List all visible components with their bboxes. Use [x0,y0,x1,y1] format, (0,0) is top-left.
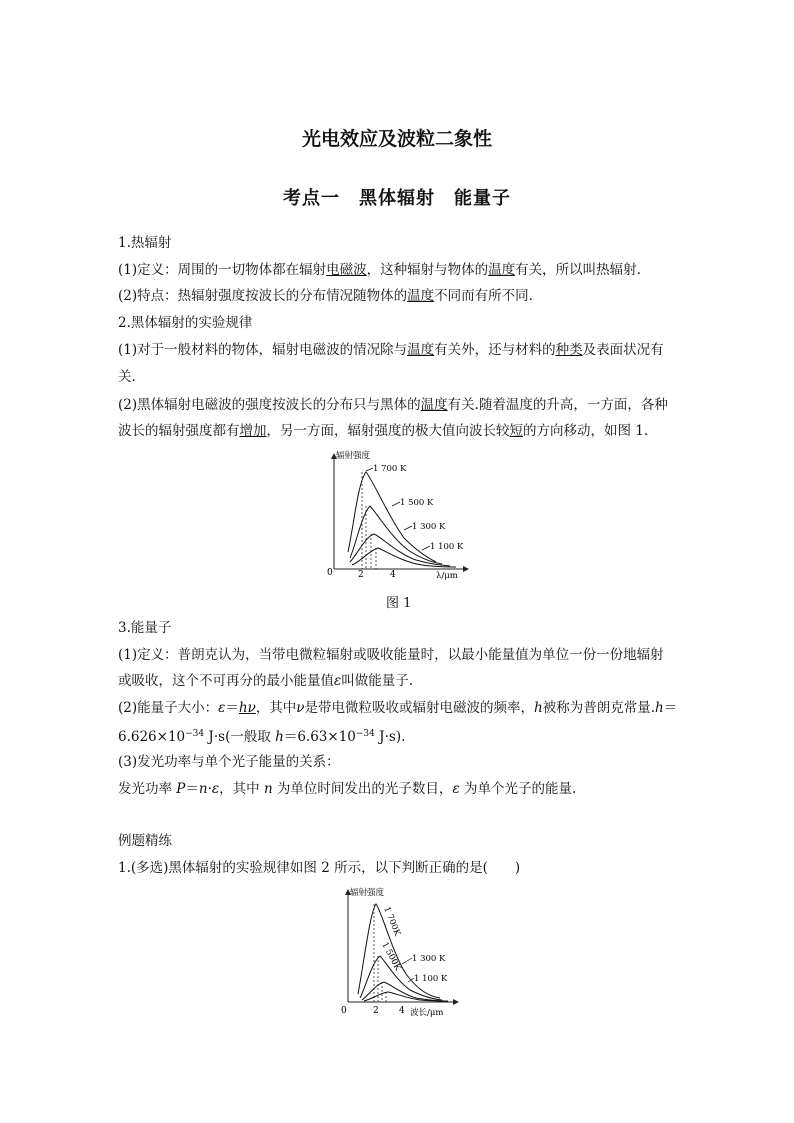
symbol: ν [296,700,305,716]
text: 叫做能量子. [341,673,414,689]
text: 的方向移动，如图 1. [523,423,649,439]
curve-label: 1 100 K [414,974,448,984]
text: (2)特点：热辐射强度按波长的分布情况随物体的 [118,288,408,304]
text: · [207,781,212,797]
symbol: ε [334,673,342,689]
text: 被称为普朗克常量. [542,700,655,716]
text: 不同而有所不同. [434,288,533,304]
text: J·s). [374,729,406,745]
text: (2)黑体辐射电磁波的强度按波长的分布只与黑体的 [118,397,421,413]
curve-label: 1 300 K [412,954,446,964]
question: 1.(多选)黑体辐射的实验规律如图 2 所示，以下判断正确的是( ) [118,860,521,876]
text: 波长的辐射强度都有 [118,423,240,439]
text: 是带电微粒吸收或辐射电磁波的频率， [304,700,534,716]
tick-label: 2 [373,1006,379,1016]
y-axis-label: 辐射强度 [350,888,385,898]
paragraph-line [118,287,533,305]
exponent: −34 [355,729,375,739]
symbol: n [198,781,208,797]
text: 及表面状况有 [582,342,664,358]
x-axis-label: 波长/μm [410,1008,444,1018]
paragraph-line [118,672,413,690]
tick-label: 2 [358,570,364,580]
curve-1700k [348,472,436,562]
section-heading: 3.能量子 [118,620,172,636]
y-axis-label: 辐射强度 [336,451,371,461]
paragraph-line [118,780,576,798]
label-leader [422,546,430,550]
text: ，其中 [219,781,264,797]
curve-label: 1 700K [381,905,402,938]
text: ＝ [225,700,239,716]
label-leader [392,502,400,506]
text: 有关外，还与材料的 [434,342,556,358]
symbol: ε [218,700,226,716]
exponent: −34 [185,729,205,739]
text: (2)能量子大小： [118,700,219,716]
text: 或吸收，这个不可再分的最小能量值 [118,673,334,689]
keyword: 短 [509,423,523,439]
section-heading: 2.黑体辐射的实验规律 [118,315,253,331]
text: ＝ [185,781,199,797]
keyword: 温度 [488,262,516,278]
symbol: h [275,729,284,745]
curve-label: 1 700 K [373,464,407,474]
figure-1 [318,444,478,584]
text: 为单位时间发出的光子数目， [272,781,453,797]
figure-2 [336,882,464,1020]
text: 为单个光子的能量. [459,781,577,797]
symbol: ε [211,781,220,797]
curve-label: 1 300 K [412,522,446,532]
section-heading: 1.热辐射 [118,235,172,251]
figure-caption: 图 1 [386,596,412,611]
paragraph-line [118,422,648,440]
formula: hν [238,700,256,716]
page-title: 光电效应及波粒二象性 [301,128,492,150]
label-leader [404,526,412,530]
text: 有关.随着温度的升高，一方面，各种 [447,397,668,413]
keyword: 种类 [555,342,583,358]
tick-label: 4 [390,570,396,580]
symbol: n [263,781,273,797]
text: ，另一方面，辐射强度的极大值向波长较 [266,423,510,439]
curve-label: 1 500 K [400,498,434,508]
page-subtitle: 考点一 黑体辐射 能量子 [283,188,511,209]
keyword: 增加 [239,423,267,439]
x-axis-label: λ/μm [436,571,458,581]
text: (1)对于一般材料的物体，辐射电磁波的情况除与 [118,342,408,358]
tick-label: 4 [399,1006,405,1016]
keyword: 电磁波 [326,262,367,278]
label-leader [402,958,412,964]
paragraph-line: (3)发光功率与单个光子能量的关系： [118,754,340,770]
keyword: 温度 [407,288,435,304]
paragraph-line: (1)定义：普朗克认为，当带电微粒辐射或吸收能量时，以最小能量值为单位一份一份地辐射 [118,647,664,663]
symbol: h [534,700,543,716]
paragraph-line [118,699,677,717]
paragraph-line [118,261,641,279]
text: ＝ [663,700,678,716]
text: 发光功率 [118,781,177,797]
text: 有关，所以叫热辐射. [515,262,641,278]
text: 6.626×10 [118,729,186,745]
text: J·s(一般取 [204,729,276,745]
paragraph-line [118,396,668,414]
paragraph-line: 关. [118,369,136,385]
origin-label: 0 [341,1006,347,1016]
symbol: h [655,700,664,716]
section-heading: 例题精练 [118,833,172,849]
text: ＝6.63×10 [283,729,356,745]
curve-1500k [350,506,442,564]
symbol: ε [452,781,460,797]
origin-label: 0 [327,568,333,578]
keyword: 温度 [420,397,448,413]
symbol: P [176,781,186,797]
curve-label: 1 500K [379,940,403,973]
text: ，这种辐射与物体的 [366,262,489,278]
text: (1)定义：周围的一切物体都在辐射 [118,262,327,278]
paragraph-line [118,725,405,746]
curve-label: 1 100 K [430,542,464,552]
paragraph-line [118,341,664,359]
label-leader [366,468,373,471]
text: ，其中 [255,700,297,716]
keyword: 温度 [407,342,435,358]
